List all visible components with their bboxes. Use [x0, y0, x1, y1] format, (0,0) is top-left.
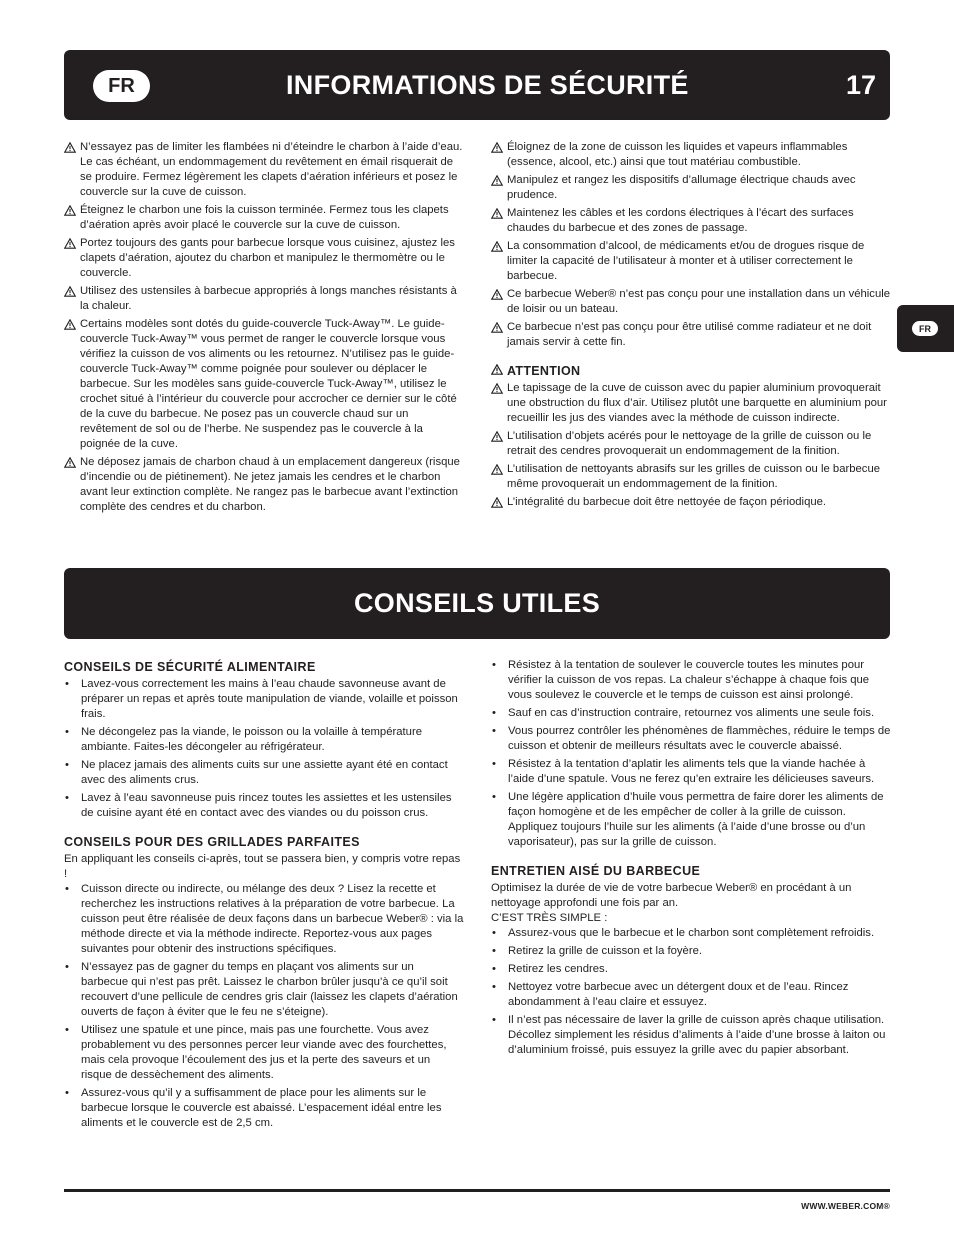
tips-header-banner	[64, 568, 890, 639]
warning-triangle-icon	[64, 284, 80, 314]
warning-text: Certains modèles sont dotés du guide-couvercle Tuck-Away™. Le guide-couvercle Tuck-Away™ vous permet de ranger le couvercle lorsque vous vérifiez la cuisson de vos aliments ou les retournez. N’utilisez pas le guide-couvercle Tuck-Away™ comme poignée pour soulever ou déplacer le barbecue. Sur les modèles sans guide-couvercle Tuck-Away™, utilisez le crochet situé à l’intérieur du couvercle pour accrocher ce dernier sur le côté de la cuve du barbecue. Ne posez pas un couvercle chaud sur un revêtement de sol ou de l’herbe. Ne suspendez pas le couvercle à la poignée de la cuve.	[80, 318, 457, 450]
warning-triangle-icon	[491, 381, 507, 426]
warning-item	[491, 462, 891, 492]
side-language-tab	[897, 305, 954, 352]
warning-text: Le tapissage de la cuve de cuisson avec du papier aluminium provoquerait une obstruction du flux d’air. Utilisez plutôt une barquette en aluminium pour recueillir les jus des viandes avec la méthode de cuisson indirecte.	[507, 382, 887, 424]
warning-text: L’intégralité du barbecue doit être nettoyée de façon périodique.	[507, 496, 827, 508]
warning-triangle-icon	[491, 320, 507, 350]
list-item-text: Lavez à l’eau savonneuse puis rincez toutes les assiettes et les ustensiles de cuisine ayant été en contact avec des viandes ou du poisson crus.	[81, 792, 452, 819]
bullet-icon: •	[492, 1014, 496, 1026]
bullet-icon: •	[492, 707, 496, 719]
warning-text: N’essayez pas de limiter les flambées ni d’éteindre le charbon à l’aide d’eau. Le cas échéant, un endommagement du revêtement en émail risquerait de se produire. Fermez légèrement les clapets d’aération inférieurs et posez le couvercle sur la cuve de cuisson.	[80, 141, 463, 198]
list-item-text: Assurez-vous que le barbecue et le charbon sont complètement refroidis.	[508, 927, 875, 939]
warning-item	[64, 284, 464, 314]
footer-rule	[64, 1189, 890, 1192]
bullet-icon: •	[492, 981, 496, 993]
warning-text: L’utilisation d’objets acérés pour le nettoyage de la grille de cuisson ou le retrait des cendres provoquerait un endommagement de la finition.	[507, 430, 872, 457]
list-item-text: Il n’est pas nécessaire de laver la grille de cuisson après chaque utilisation. Décollez simplement les résidus d’aliments à l’aide d’une brosse à laiton ou d’aluminium froissé, puis essuyez la grille avec du papier absorbant.	[508, 1014, 886, 1056]
warning-text: L’utilisation de nettoyants abrasifs sur les grilles de cuisson ou le barbecue même provoquerait un endommagement de la finition.	[507, 463, 881, 490]
warning-text: Ne déposez jamais de charbon chaud à un emplacement dangereux (risque d’incendie ou de piétinement). Ne jetez jamais les cendres et le charbon avant leur extinction complète. Ne rangez pas le barbecue avant l’extinction complète des cendres et du charbon.	[80, 456, 460, 513]
list-item	[491, 980, 891, 1010]
side-language-label: FR	[912, 321, 938, 336]
warning-item	[64, 455, 464, 515]
list-item	[491, 757, 891, 787]
safety-warning-list	[491, 140, 891, 350]
list-item-text: Retirez les cendres.	[508, 963, 608, 975]
grilling-heading: CONSEILS POUR DES GRILLADES PARFAITES	[64, 835, 360, 849]
warning-item	[491, 239, 891, 284]
warning-item	[491, 206, 891, 236]
warning-item	[491, 495, 891, 510]
warning-text: Ce barbecue n’est pas conçu pour être utilisé comme radiateur et ne doit jamais servir à cette fin.	[507, 321, 872, 348]
warning-item	[491, 140, 891, 170]
warning-triangle-icon	[64, 140, 80, 200]
safety-warning-list	[64, 140, 464, 515]
bullet-icon: •	[492, 945, 496, 957]
bullet-icon: •	[65, 792, 69, 804]
list-item-text: Lavez-vous correctement les mains à l’eau chaude savonneuse avant de préparer un repas et après toute manipulation de viande, volaille et poisson frais.	[81, 678, 458, 720]
maintenance-heading: ENTRETIEN AISÉ DU BARBECUE	[491, 864, 701, 878]
warning-text: Maintenez les câbles et les cordons électriques à l’écart des surfaces chaudes du barbecue et des zones de passage.	[507, 207, 854, 234]
grilling-tips-list-continued	[491, 658, 891, 850]
warning-item	[491, 429, 891, 459]
list-item-text: Vous pourrez contrôler les phénomènes de flammèches, réduire le temps de cuisson et obtenir de meilleurs résultats avec le couvercle abaissé.	[508, 725, 891, 752]
bullet-icon: •	[65, 1087, 69, 1099]
warning-triangle-icon	[491, 287, 507, 317]
list-item-text: Résistez à la tentation de soulever le couvercle toutes les minutes pour vérifier la cuisson de vos repas. La chaleur s’échappe à chaque fois que vous soulevez le couvercle et le temps de cuisson est ainsi prolongé.	[508, 659, 870, 701]
warning-item	[491, 173, 891, 203]
page-number: 17	[845, 69, 876, 100]
bullet-icon: •	[492, 927, 496, 939]
warning-text: Utilisez des ustensiles à barbecue appropriés à longs manches résistants à la chaleur.	[80, 285, 457, 312]
footer-url: WWW.WEBER.COM®	[801, 1201, 890, 1211]
tips-right-column	[491, 658, 891, 1061]
list-item	[64, 791, 464, 821]
warning-triangle-icon	[491, 140, 507, 170]
list-item	[491, 724, 891, 754]
list-item	[64, 677, 464, 722]
list-item	[64, 758, 464, 788]
bullet-icon: •	[65, 1024, 69, 1036]
warning-triangle-icon	[491, 206, 507, 236]
bullet-icon: •	[65, 883, 69, 895]
safety-header-banner	[64, 50, 890, 120]
tips-title: CONSEILS UTILES	[353, 588, 601, 618]
bullet-icon: •	[492, 725, 496, 737]
attention-label: ATTENTION	[507, 364, 581, 378]
warning-text: Éteignez le charbon une fois la cuisson terminée. Fermez tous les clapets d’aération après avoir placé le couvercle sur la cuve de cuisson.	[80, 204, 449, 231]
attention-warning-list	[491, 381, 891, 510]
attention-heading	[491, 364, 891, 379]
warning-text: Éloignez de la zone de cuisson les liquides et vapeurs inflammables (essence, alcool, etc.) ainsi que tout matériau combustible.	[507, 141, 848, 168]
warning-triangle-icon	[491, 462, 507, 492]
bullet-icon: •	[492, 963, 496, 975]
list-item-text: Nettoyez votre barbecue avec un détergent doux et de l’eau. Rincez abondamment à l’eau claire et essuyez.	[508, 981, 849, 1008]
safety-right-column	[491, 140, 891, 513]
list-item-text: N’essayez pas de gagner du temps en plaçant vos aliments sur un barbecue qui n’est pas prêt. Laissez le charbon brûler jusqu’à ce qu’il soit recouvert d’une pellicule de cendres gris clair (laissez les clapets d’aération ouverts de façon à éviter que le feu ne s’éteigne).	[81, 961, 458, 1018]
list-item	[64, 1086, 464, 1131]
bullet-icon: •	[65, 678, 69, 690]
warning-text: Ce barbecue Weber® n’est pas conçu pour une installation dans un véhicule de loisir ou un bateau.	[507, 288, 891, 315]
page-title: INFORMATIONS DE SÉCURITÉ	[286, 69, 689, 100]
bullet-icon: •	[492, 791, 496, 803]
warning-item	[64, 317, 464, 452]
warning-triangle-icon	[491, 429, 507, 459]
list-item-text: Sauf en cas d’instruction contraire, retournez vos aliments une seule fois.	[508, 707, 875, 719]
warning-text: Manipulez et rangez les dispositifs d’allumage électrique chauds avec prudence.	[507, 174, 856, 201]
list-item-text: Ne décongelez pas la viande, le poisson ou la volaille à température ambiante. Faites-les décongeler au réfrigérateur.	[81, 726, 423, 753]
maintenance-intro: Optimisez la durée de vie de votre barbecue Weber® en procédant à un nettoyage approfondi une fois par an.	[491, 882, 852, 909]
warning-triangle-icon	[64, 455, 80, 515]
food-safety-list	[64, 677, 464, 821]
warning-triangle-icon	[64, 236, 80, 281]
list-item-text: Assurez-vous qu’il y a suffisamment de place pour les aliments sur le barbecue lorsque le couvercle est abaissé. L’espacement idéal entre les aliments et le couvercle est de 2,5 cm.	[81, 1087, 442, 1129]
warning-triangle-icon	[491, 173, 507, 203]
warning-item	[64, 236, 464, 281]
bullet-icon: •	[492, 659, 496, 671]
list-item	[64, 1023, 464, 1083]
bullet-icon: •	[492, 758, 496, 770]
list-item	[491, 790, 891, 850]
warning-triangle-icon	[64, 317, 80, 452]
tips-left-column	[64, 660, 464, 1134]
maintenance-simple: C’EST TRÈS SIMPLE :	[491, 912, 608, 924]
grilling-intro: En appliquant les conseils ci-après, tout se passera bien, y compris votre repas !	[64, 853, 461, 880]
list-item	[491, 944, 891, 959]
list-item	[491, 926, 891, 941]
warning-item	[64, 203, 464, 233]
warning-text: La consommation d’alcool, de médicaments et/ou de drogues risque de limiter la capacité de l’utilisateur à monter et à utiliser correctement le barbecue.	[507, 240, 865, 282]
warning-item	[491, 320, 891, 350]
language-badge: FR	[93, 70, 150, 102]
list-item	[491, 658, 891, 703]
bullet-icon: •	[65, 759, 69, 771]
bullet-icon: •	[65, 961, 69, 973]
list-item	[64, 960, 464, 1020]
safety-left-column	[64, 140, 464, 518]
list-item	[491, 962, 891, 977]
list-item-text: Ne placez jamais des aliments cuits sur une assiette ayant été en contact avec des aliments crus.	[81, 759, 448, 786]
food-safety-heading: CONSEILS DE SÉCURITÉ ALIMENTAIRE	[64, 660, 316, 674]
warning-item	[64, 140, 464, 200]
grilling-tips-list	[64, 882, 464, 1131]
list-item-text: Cuisson directe ou indirecte, ou mélange des deux ? Lisez la recette et recherchez les instructions relatives à la préparation de votre barbecue. La cuisson peut être réalisée de deux façons dans un barbecue Weber® : via la méthode directe et via la méthode indirecte. Reportez-vous aux pages suivantes pour obtenir des instructions spécifiques.	[81, 883, 464, 955]
warning-triangle-icon	[491, 495, 507, 510]
warning-item	[491, 381, 891, 426]
warning-item	[491, 287, 891, 317]
warning-triangle-icon	[64, 203, 80, 233]
maintenance-list	[491, 926, 891, 1058]
list-item	[64, 725, 464, 755]
list-item	[64, 882, 464, 957]
warning-triangle-icon	[491, 364, 507, 379]
bullet-icon: •	[65, 726, 69, 738]
warning-text: Portez toujours des gants pour barbecue lorsque vous cuisinez, ajustez les clapets d’aération, ajoutez du charbon et manipulez le thermomètre ou le couvercle.	[80, 237, 455, 279]
list-item-text: Résistez à la tentation d’aplatir les aliments tels que la viande hachée à l’aide d’une spatule. Vous ne ferez qu’en extraire les délicieuses saveurs.	[508, 758, 875, 785]
list-item-text: Utilisez une spatule et une pince, mais pas une fourchette. Vous avez probablement vu des personnes percer leur viande avec des fourchettes, mais cela provoque l’écoulement des jus et la perte des saveurs et un risque de dessèchement des aliments.	[81, 1024, 447, 1081]
list-item-text: Une légère application d’huile vous permettra de faire dorer les aliments de façon homogène et de les empêcher de coller à la grille de cuisson. Appliquez toujours l’huile sur les aliments (à l’aide d’une brosse ou d’un vaporisateur), pas sur la grille de cuisson.	[508, 791, 884, 848]
list-item	[491, 1013, 891, 1058]
list-item	[491, 706, 891, 721]
list-item-text: Retirez la grille de cuisson et la foyère.	[508, 945, 703, 957]
warning-triangle-icon	[491, 239, 507, 284]
